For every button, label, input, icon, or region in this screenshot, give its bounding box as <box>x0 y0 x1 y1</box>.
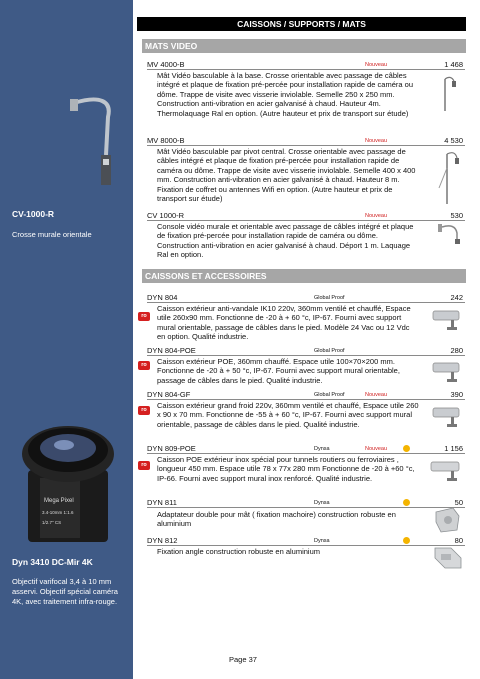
left-sidebar <box>0 0 133 679</box>
product-price: 1 156 <box>444 444 463 453</box>
mast-pivot-thumbnail <box>435 148 461 206</box>
section-caissons-accessoires: CAISSONS ET ACCESSOIRES <box>142 269 466 283</box>
product-price: 242 <box>450 293 463 302</box>
status-dot-icon <box>403 537 410 544</box>
mast-thumbnail <box>437 73 457 113</box>
main-content <box>137 0 470 679</box>
product-code: MV 4000-B <box>147 60 185 69</box>
product-line-dyn812 <box>147 536 465 546</box>
product-code: DYN 804-POE <box>147 346 196 355</box>
product-price: 1 468 <box>444 60 463 69</box>
product-code: DYN 811 <box>147 498 177 507</box>
housing-thumbnail <box>429 404 463 428</box>
product-desc-mv4000b: Mât Vidéo basculable à la base. Crosse orientable avec passage de câbles intégré et plaque de fixation pré-percée pour installation rapide de caméra ou dôme. Trappe de visite avec visserie inviolable. Semelle 250 x 250 mm. Construction anti-vibration en acier galvanisé à chaud. Hauteur 4m. Thermolaquage Ral en option. (Autre hauteur et prix de transport sur étude) <box>157 71 413 118</box>
adapter-thumbnail <box>433 506 463 534</box>
wall-bracket-image <box>60 95 120 205</box>
housing-thumbnail <box>429 359 463 383</box>
brand-label: Dynsa <box>314 446 330 452</box>
brand-label: Dynsa <box>314 500 330 506</box>
product-price: 390 <box>450 390 463 399</box>
product-line-dyn809poe <box>147 444 465 454</box>
nouveau-badge: Nouveau <box>365 392 388 398</box>
status-dot-icon <box>403 499 410 506</box>
lens-image <box>18 420 118 545</box>
product-desc-dyn812: Fixation angle construction robuste en aluminium <box>157 547 321 556</box>
product-desc-dyn809poe: Caisson POE extérieur inox spécial pour tunnels routiers ou ferroviaires , longueur 450 mm. Espace utile 78 x 77x 280 mm Fonctionne de -20 à +60 °c, IP-66. Fourni avec support mural inox renforcé. Qualité industrie. <box>157 455 415 483</box>
product-price: 80 <box>454 536 463 545</box>
product-desc-dyn804gf: Caisson extérieur grand froid 220v, 360mm ventilé et chauffé, Espace utile 260 x 90 x 70 mm. Fonctionne de -55 à + 60 °c, IP-67. Fourni avec support mural orientable, passage de câbles dans le pied. Qualité industrie. <box>157 401 419 429</box>
product-desc-mv8000b: Mât Vidéo basculable par pivot central. Crosse orientable avec passage de câbles intégré et plaque de fixation pré-percée pour installation rapide de caméra ou dôme. Trappe de visite avec visserie inviolable. Semelle 400 x 400 mm. Construction anti-vibration en acier galvanisé à chaud. Hauteur 8 m. Fixation de coffret ou antennes Wifi en option. (Autre hauteur et prix de transport sur étude) <box>157 147 416 204</box>
page-header: CAISSONS / SUPPORTS / MATS <box>137 17 466 31</box>
sidebar-item1-desc: Crosse murale orientale <box>12 230 92 239</box>
product-desc-dyn804poe: Caisson extérieur POE, 360mm chauffé. Espace utile 100×70×200 mm. Fonctionne de -20 à + 50 °c, IP-67. Fourni avec support mural orientable, passage de câbles dans le pied. Qualité industrie. <box>157 357 400 385</box>
product-price: 280 <box>450 346 463 355</box>
product-desc-cv1000r: Console vidéo murale et orientable avec passage de câbles intégré et plaque de fixation pré-percée pour installation rapide de caméra ou dôme. Construction anti-vibration en acier galvanisé à chaud. Déport 1 m. Laquage Ral en option. <box>157 222 414 260</box>
product-line-dyn804 <box>147 293 465 303</box>
product-line-mv8000b <box>147 136 465 146</box>
ro-badge: ro <box>138 361 150 370</box>
product-line-dyn811 <box>147 498 465 508</box>
sidebar-item2-title: Dyn 3410 DC-Mir 4K <box>12 557 93 567</box>
sidebar-item2-desc: Objectif varifocal 3,4 à 10 mm asservi. Objectif spécial caméra 4K, avec traitement infra-rouge. <box>12 577 118 606</box>
status-dot-icon <box>403 445 410 452</box>
brand-label: Global Proof <box>314 295 345 301</box>
product-line-cv1000r <box>147 211 465 221</box>
product-desc-dyn804: Caisson extérieur anti-vandale IK10 220v, 360mm ventilé et chauffé, Espace utile 260x90 mm. Fonctionne de -20 à + 60 °c, IP-67. Fourni avec support mural orientable, passage de câbles dans le pied. Modèle 24 Vac ou 12 Vdc en option. Qualité industrie. <box>157 304 411 342</box>
lens-text-1: Mega Pixel <box>44 498 74 504</box>
ro-badge: ro <box>138 461 150 470</box>
product-code: DYN 804-GF <box>147 390 191 399</box>
product-line-dyn804poe <box>147 346 465 356</box>
product-line-dyn804gf <box>147 390 465 400</box>
nouveau-badge: Nouveau <box>365 62 388 68</box>
brand-label: Global Proof <box>314 392 345 398</box>
section-mats-video: MATS VIDEO <box>142 39 466 53</box>
product-price: 530 <box>450 211 463 220</box>
lens-text-3: 1/2.7" CS <box>42 520 62 525</box>
brand-label: Global Proof <box>314 348 345 354</box>
product-code: DYN 804 <box>147 293 178 302</box>
housing-thumbnail <box>429 307 463 331</box>
console-thumbnail <box>437 221 463 245</box>
sidebar-item1-title: CV-1000-R <box>12 209 55 219</box>
nouveau-badge: Nouveau <box>365 138 388 144</box>
product-price: 4 530 <box>444 136 463 145</box>
product-desc-dyn811: Adaptateur double pour mât ( fixation machoire) construction robuste en aluminium <box>157 510 396 529</box>
page-number: Page 37 <box>229 655 257 664</box>
product-line-mv4000b <box>147 60 465 70</box>
housing-thumbnail <box>427 458 463 482</box>
brand-label: Dynsa <box>314 538 330 544</box>
ro-badge: ro <box>138 312 150 321</box>
product-code: DYN 812 <box>147 536 178 545</box>
angle-mount-thumbnail <box>433 544 463 570</box>
product-price: 50 <box>454 498 463 507</box>
nouveau-badge: Nouveau <box>365 213 388 219</box>
nouveau-badge: Nouveau <box>365 446 388 452</box>
product-code: DYN 809-POE <box>147 444 196 453</box>
product-code: CV 1000-R <box>147 211 185 220</box>
lens-text-2: 3.4-10mm 1:1.6 <box>42 510 74 515</box>
product-code: MV 8000-B <box>147 136 185 145</box>
ro-badge: ro <box>138 406 150 415</box>
